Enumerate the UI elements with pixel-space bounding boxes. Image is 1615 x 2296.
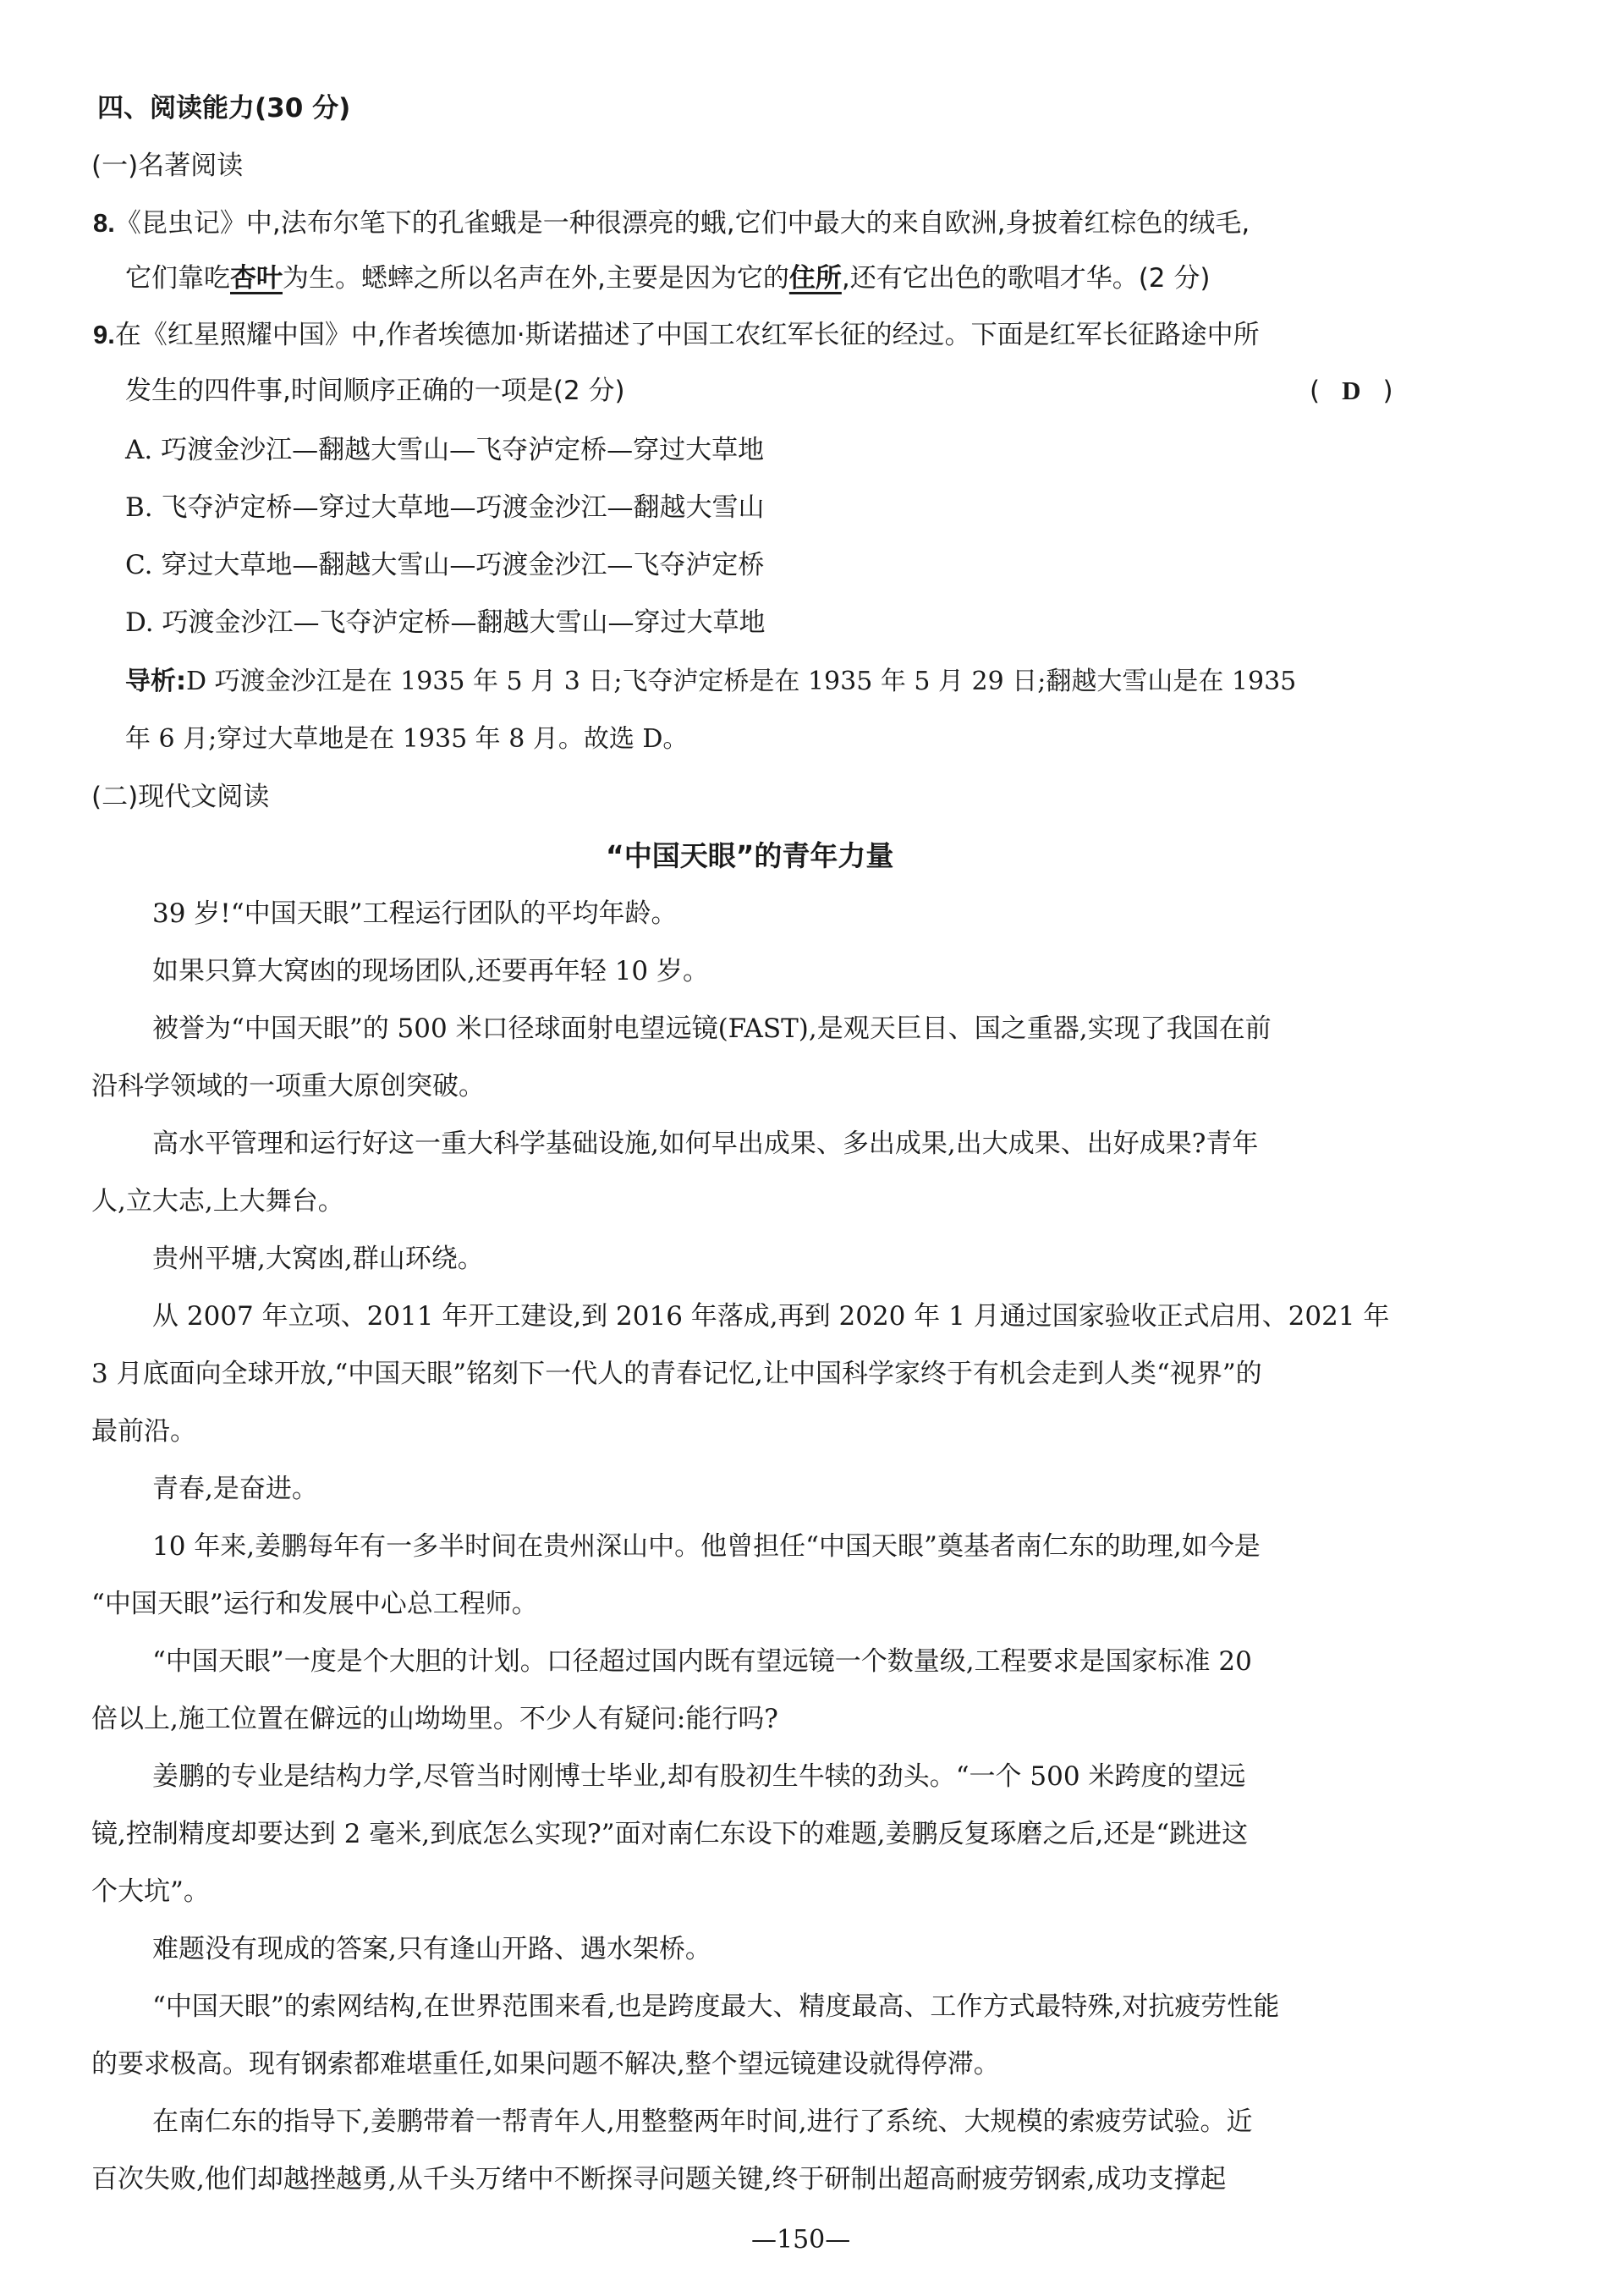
answer-blank-1: 杏叶 — [230, 263, 283, 294]
choice-answer: D — [1342, 376, 1361, 405]
part2-heading: (二)现代文阅读 — [91, 782, 270, 812]
article-line: 难题没有现成的答案,只有逢山开路、遇水架桥。 — [152, 1934, 711, 1964]
question-8-number: 8. — [93, 208, 115, 238]
question-8-text-1: 《昆虫记》中,法布尔笔下的孔雀蛾是一种很漂亮的蛾,它们中最大的来自欧洲,身披着红棕色的绒毛, — [114, 208, 1250, 239]
article-line: 10 年来,姜鹏每年有一多半时间在贵州深山中。他曾担任“中国天眼”奠基者南仁东的助理,如今是 — [152, 1531, 1261, 1562]
article-title: “中国天眼”的青年力量 — [606, 839, 894, 872]
article-line: 被誉为“中国天眼”的 500 米口径球面射电望远镜(FAST),是观天巨目、国之重器,实现了我国在前 — [152, 1013, 1272, 1044]
article-line: “中国天眼”一度是个大胆的计划。口径超过国内既有望远镜一个数量级,工程要求是国家标准 20 — [152, 1646, 1252, 1677]
article-line: 高水平管理和运行好这一重大科学基础设施,如何早出成果、多出成果,出大成果、出好成果?青年 — [152, 1129, 1259, 1159]
page-number: —150— — [751, 2225, 851, 2255]
article-line: 个大坑”。 — [91, 1876, 210, 1907]
analysis-text-1: D 巧渡金沙江是在 1935 年 5 月 3 日;飞夺泸定桥是在 1935 年 5 月 29 日;翻越大雪山是在 1935 — [186, 667, 1297, 696]
analysis-line-1 — [125, 665, 1296, 699]
article-line: 姜鹏的专业是结构力学,尽管当时刚博士毕业,却有股初生牛犊的劲头。“一个 500 米跨度的望远 — [152, 1761, 1246, 1792]
article-line: 沿科学领域的一项重大原创突破。 — [91, 1071, 485, 1101]
article-line: 的要求极高。现有钢索都难堪重任,如果问题不解决,整个望远镜建设就得停滞。 — [91, 2049, 1000, 2079]
option-d: D. 巧渡金沙江—飞夺泸定桥—翻越大雪山—穿过大草地 — [125, 607, 766, 638]
article-line: 贵州平塘,大窝凼,群山环绕。 — [152, 1244, 484, 1274]
paren-close: ) — [1382, 376, 1393, 406]
answer-blank-2: 住所 — [788, 263, 842, 294]
question-9-line-1 — [93, 318, 1260, 352]
option-c: C. 穿过大草地—翻越大雪山—巧渡金沙江—飞夺泸定桥 — [125, 550, 765, 580]
article-line: 人,立大志,上大舞台。 — [91, 1186, 344, 1217]
article-line: 如果只算大窝凼的现场团队,还要再年轻 10 岁。 — [152, 956, 710, 986]
article-line: 3 月底面向全球开放,“中国天眼”铭刻下一代人的青春记忆,让中国科学家终于有机会走到人类“视界”的 — [91, 1359, 1262, 1389]
question-8-line-1 — [93, 206, 1250, 240]
question-8-text-2a: 它们靠吃 — [125, 263, 230, 294]
paren-open: ( — [1310, 376, 1321, 406]
option-a: A. 巧渡金沙江—翻越大雪山—飞夺泸定桥—穿过大草地 — [125, 435, 765, 465]
article-line: 百次失败,他们却越挫越勇,从千头万绪中不断探寻问题关键,终于研制出超高耐疲劳钢索,成功支撑起 — [91, 2164, 1227, 2194]
question-9-text-1: 在《红星照耀中国》中,作者埃德加·斯诺描述了中国工农红军长征的经过。下面是红军长征路途中所 — [114, 320, 1260, 350]
article-line: 最前沿。 — [91, 1416, 196, 1447]
section-heading: 四、阅读能力(30 分) — [97, 93, 351, 124]
question-9-line-2: 发生的四件事,时间顺序正确的一项是(2 分) — [125, 376, 625, 406]
article-line: 倍以上,施工位置在僻远的山坳坳里。不少人有疑问:能行吗? — [91, 1704, 778, 1734]
question-8-text-2c: ,还有它出色的歌唱才华。(2 分) — [841, 263, 1211, 294]
article-line: “中国天眼”运行和发展中心总工程师。 — [91, 1589, 538, 1619]
option-b: B. 飞夺泸定桥—穿过大草地—巧渡金沙江—翻越大雪山 — [125, 492, 765, 523]
article-line: 39 岁!“中国天眼”工程运行团队的平均年龄。 — [152, 898, 678, 929]
article-line: 镜,控制精度却要达到 2 毫米,到底怎么实现?”面对南仁东设下的难题,姜鹏反复琢磨之后,还是“跳进这 — [91, 1819, 1249, 1849]
analysis-label: 导析: — [125, 667, 186, 696]
article-line: 在南仁东的指导下,姜鹏带着一帮青年人,用整整两年时间,进行了系统、大规模的索疲劳试验。近 — [152, 2106, 1253, 2137]
article-line: 从 2007 年立项、2011 年开工建设,到 2016 年落成,再到 2020 年 1 月通过国家验收正式启用、2021 年 — [152, 1301, 1390, 1332]
question-9-number: 9. — [93, 320, 115, 349]
analysis-line-2: 年 6 月;穿过大草地是在 1935 年 8 月。故选 D。 — [125, 724, 689, 754]
question-8-line-2 — [125, 261, 1210, 295]
part1-heading: (一)名著阅读 — [91, 151, 244, 181]
article-line: “中国天眼”的索网结构,在世界范围来看,也是跨度最大、精度最高、工作方式最特殊,对抗疲劳性能 — [152, 1991, 1280, 2022]
question-8-text-2b: 为生。蟋蟀之所以名声在外,主要是因为它的 — [283, 263, 789, 294]
answer-bracket — [1310, 374, 1393, 408]
article-line: 青春,是奋进。 — [152, 1474, 318, 1504]
